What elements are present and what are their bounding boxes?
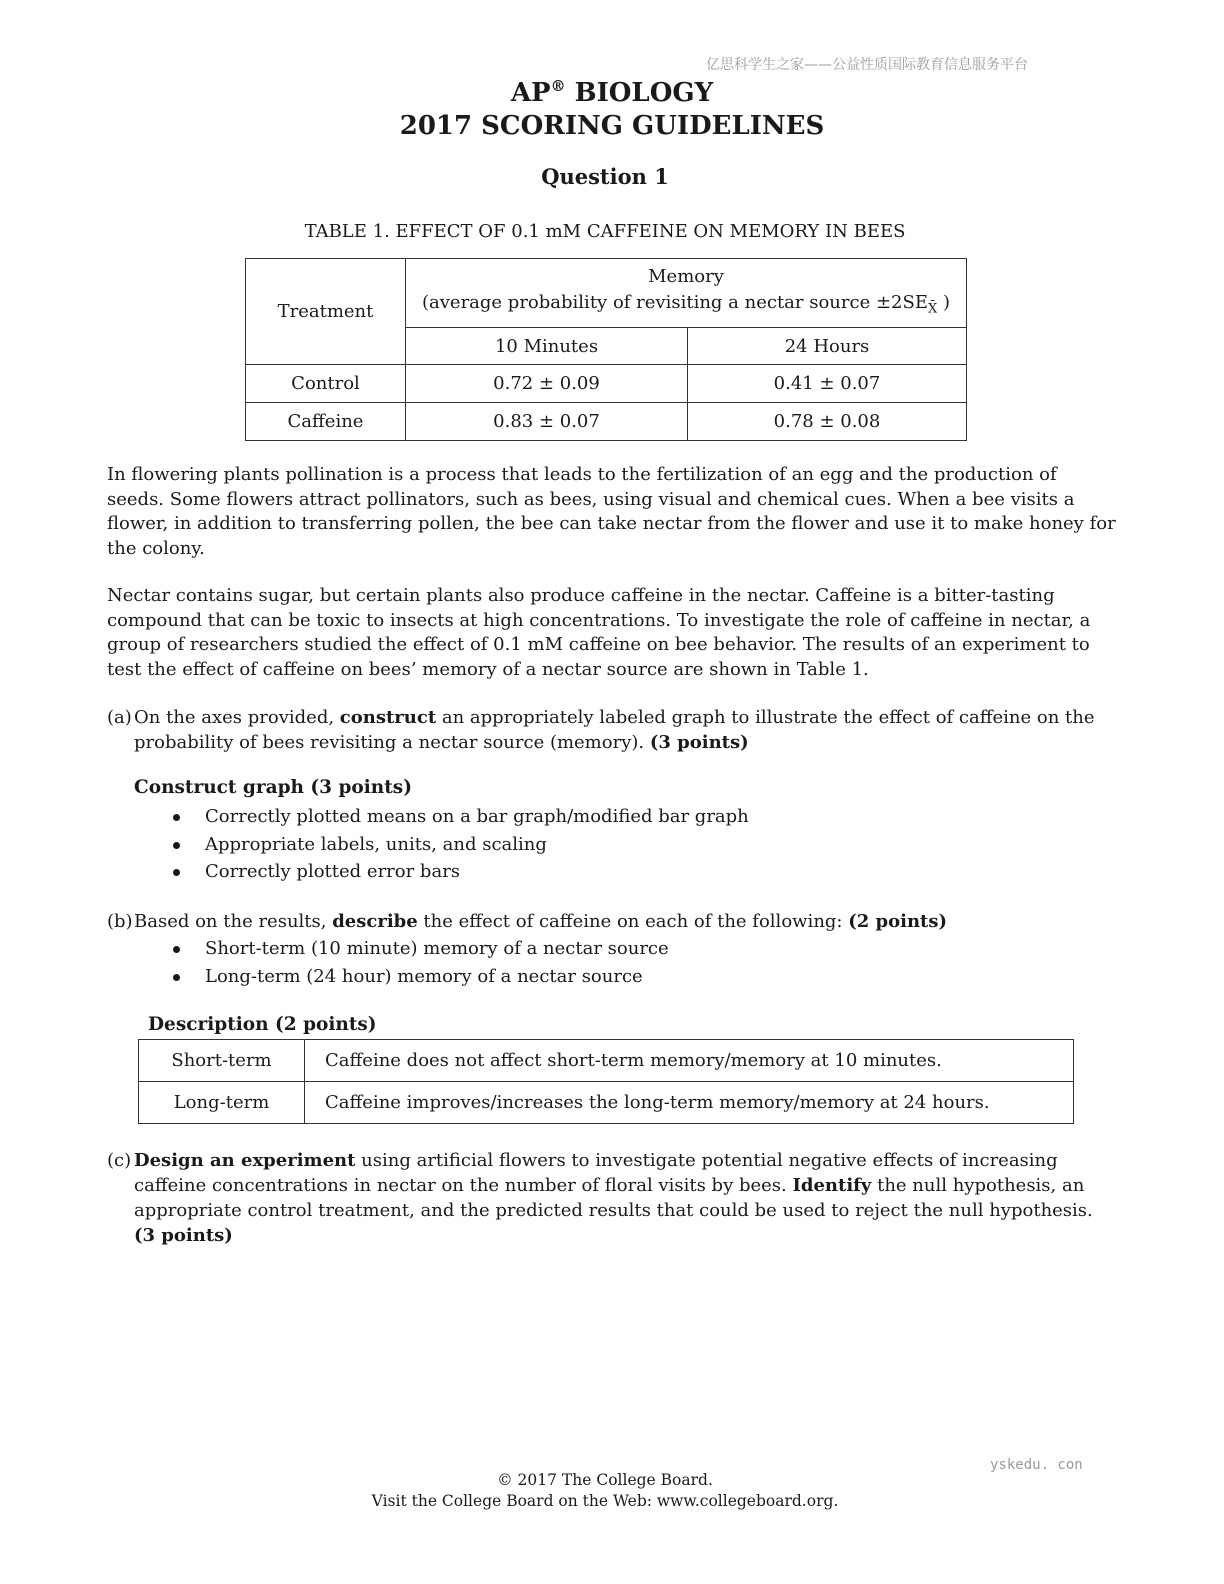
- value-cell: 0.41 ± 0.07: [688, 365, 967, 403]
- table1-caption: TABLE 1. EFFECT OF 0.1 mM CAFFEINE ON MEMORY IN BEES: [304, 221, 906, 242]
- copyright-text: © 2017 The College Board.: [497, 1471, 713, 1489]
- part-b-label: (b): [107, 911, 133, 932]
- watermark-top: 亿思科学生之家——公益性质国际教育信息服务平台: [706, 57, 1028, 73]
- footer-website-text: Visit the College Board on the Web: www.collegeboard.org.: [371, 1492, 839, 1510]
- part-c-prompt: (c) Design an experiment using artificial flowers to investigate potential negative effects of increasing caffeine concentrations in nectar on the number of floral visits by bees. Identify the null hypothesis, an appropriate control treatment, and the predicted results that could be used to reject the null hypothesis. (3 points): [107, 1150, 1093, 1246]
- list-item: Long-term (24 hour) memory of a nectar source: [172, 963, 669, 991]
- part-b-subhead: Description (2 points): [148, 1014, 377, 1035]
- header-line2: 2017 SCORING GUIDELINES: [399, 111, 825, 141]
- list-item: Correctly plotted error bars: [172, 858, 749, 886]
- treatment-cell: Control: [246, 365, 406, 403]
- value-cell: 0.83 ± 0.07: [406, 403, 688, 441]
- description-key: Long-term: [139, 1082, 305, 1124]
- question-title: Question 1: [541, 164, 669, 189]
- registered-mark: ®: [550, 77, 566, 95]
- value-cell: 0.72 ± 0.09: [406, 365, 688, 403]
- col-10-minutes: 10 Minutes: [406, 328, 688, 365]
- list-item: Correctly plotted means on a bar graph/modified bar graph: [172, 803, 749, 831]
- intro-paragraph-2: Nectar contains sugar, but certain plants also produce caffeine in the nectar. Caffeine is a bitter-tasting compound that can be toxic to insects at high concentrations. To investigate the role of caffeine in nectar, a group of researchers studied the effect of 0.1 mM caffeine on bee behavior. The results of an experiment to test the effect of caffeine on bees’ memory of a nectar source are shown in Table 1.: [107, 585, 1091, 680]
- intro-paragraph-1: In flowering plants pollination is a process that leads to the fertilization of an egg and the production of seeds. Some flowers attract pollinators, such as bees, using visual and chemical cues. When a bee visits a flower, in addition to transferring pollen, the bee can take nectar from the flower and use it to make honey for the colony.: [107, 464, 1116, 559]
- part-b-bullets: [172, 935, 669, 990]
- description-key: Short-term: [139, 1040, 305, 1082]
- watermark-bottom: yskedu. con: [990, 1457, 1083, 1473]
- part-c-label: (c): [107, 1150, 132, 1171]
- list-item: Short-term (10 minute) memory of a nectar source: [172, 935, 669, 963]
- treatment-header: Treatment: [246, 259, 406, 365]
- caffeine-memory-table: [245, 258, 967, 441]
- page-header: [0, 70, 1224, 143]
- table-row: [246, 365, 967, 403]
- memory-header: Memory (average probability of revisiting a nectar source $\pm 2SE_{X̄}$ ): [406, 259, 967, 328]
- treatment-cell: Caffeine: [246, 403, 406, 441]
- part-b-prompt: (b) Based on the results, describe the effect of caffeine on each of the following: (2 points): [107, 911, 948, 932]
- part-a-prompt: (a) On the axes provided, construct an appropriately labeled graph to illustrate the effect of caffeine on the probability of bees revisiting a nectar source (memory). (3 points): [107, 707, 1095, 753]
- list-item: Appropriate labels, units, and scaling: [172, 831, 749, 859]
- page-footer: [0, 1470, 1210, 1512]
- value-cell: 0.78 ± 0.08: [688, 403, 967, 441]
- table-row: [139, 1040, 1074, 1082]
- memory-subheader: (average probability of revisiting a nectar source $\pm 2SE_{X̄}$ ): [422, 291, 950, 317]
- table-row: [139, 1082, 1074, 1124]
- description-value: Caffeine improves/increases the long-term memory/memory at 24 hours.: [305, 1082, 1074, 1124]
- header-line1: AP® BIOLOGY: [510, 77, 714, 108]
- part-a-subhead: Construct graph (3 points): [134, 777, 412, 798]
- description-value: Caffeine does not affect short-term memory/memory at 10 minutes.: [305, 1040, 1074, 1082]
- table-row: [246, 403, 967, 441]
- part-a-bullets: [172, 803, 749, 886]
- col-24-hours: 24 Hours: [688, 328, 967, 365]
- description-table: [138, 1039, 1074, 1124]
- part-a-label: (a): [107, 707, 132, 728]
